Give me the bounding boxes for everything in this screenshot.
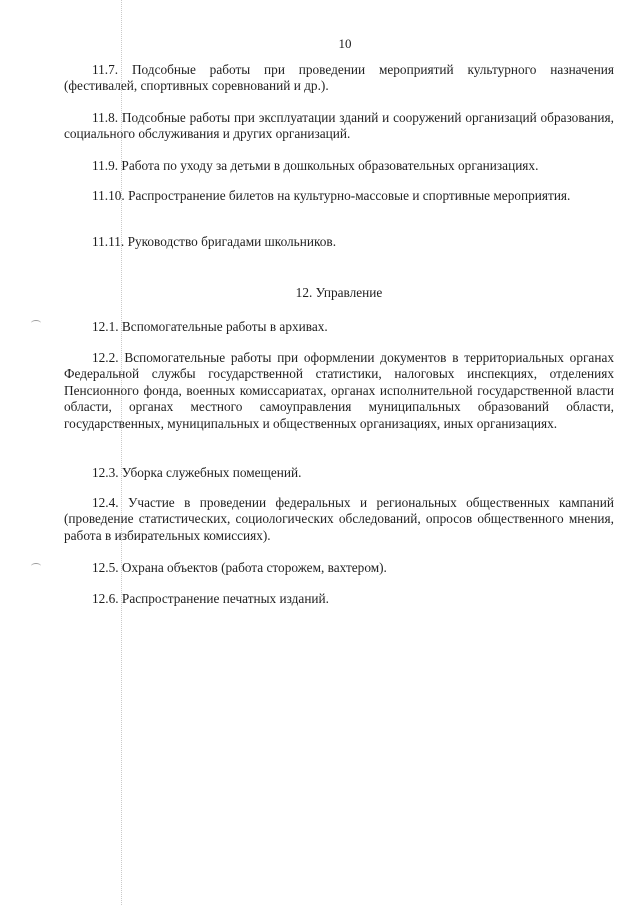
paragraph-11-8: 11.8. Подсобные работы при эксплуатации зданий и сооружений организаций образования, социального обслуживания и других организаций.	[64, 110, 614, 142]
paragraph-12-6: 12.6. Распространение печатных изданий.	[92, 591, 329, 606]
paragraph-12-3: 12.3. Уборка служебных помещений.	[92, 465, 302, 480]
section-heading: 12. Управление	[295, 285, 383, 300]
paragraph-12-1: 12.1. Вспомогательные работы в архивах.	[92, 319, 328, 334]
paragraph-12-4: 12.4. Участие в проведении федеральных и региональных общественных кампаний (проведение статистических, социологических обследований, опросов общественного мнения, работа в избирательных комиссиях).	[64, 495, 614, 543]
paragraph-11-10: 11.10. Распространение билетов на культурно-массовые и спортивные мероприятия.	[92, 188, 571, 203]
paragraph-12-5: 12.5. Охрана объектов (работа сторожем, вахтером).	[92, 560, 387, 575]
paragraph-11-11: 11.11. Руководство бригадами школьников.	[92, 234, 337, 249]
edge-mark-bottom	[31, 563, 41, 569]
paragraph-11-9: 11.9. Работа по уходу за детьми в дошкольных образовательных организациях.	[92, 158, 539, 173]
edge-mark-top	[31, 320, 41, 326]
paragraph-12-2: 12.2. Вспомогательные работы при оформлении документов в территориальных органах Федеральной службы государственной статистики, налоговых инспекциях, отделениях Пенсионного фонда, военных комиссариатах, органах исполнительной государственной власти области, органах местного самоуправления муниципальных образований области, государственных, муниципальных и общественных организациях, иных организациях.	[64, 350, 614, 431]
page-number: 10	[338, 36, 352, 51]
paragraph-11-7: 11.7. Подсобные работы при проведении мероприятий культурного назначения (фестивалей, спортивных соревнований и др.).	[64, 62, 614, 94]
